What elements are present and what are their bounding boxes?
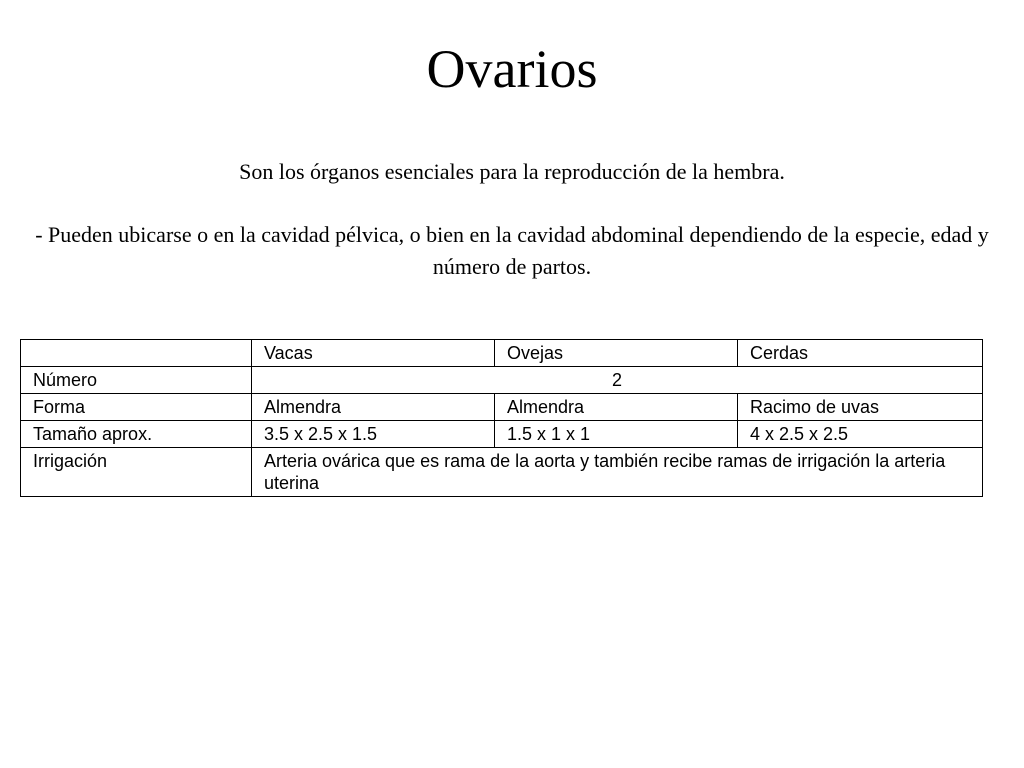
row-label-numero: Número (21, 367, 252, 394)
numero-value: 2 (252, 367, 983, 394)
irrigacion-value: Arteria ovárica que es rama de la aorta y también recibe ramas de irrigación la arteria uterina (252, 448, 983, 497)
ovary-comparison-table (20, 339, 983, 497)
row-label-forma: Forma (21, 394, 252, 421)
tamano-cerdas: 4 x 2.5 x 2.5 (738, 421, 983, 448)
intro-text: Son los órganos esenciales para la reproducción de la hembra. (239, 159, 785, 184)
header-cell-cerdas: Cerdas (738, 340, 983, 367)
forma-ovejas: Almendra (495, 394, 738, 421)
tamano-ovejas: 1.5 x 1 x 1 (495, 421, 738, 448)
header-cell-ovejas: Ovejas (495, 340, 738, 367)
table-row-forma (21, 394, 983, 421)
row-label-irrigacion: Irrigación (21, 448, 252, 497)
table-row-irrigacion (21, 448, 983, 497)
table-row-tamano (21, 421, 983, 448)
header-cell-vacas: Vacas (252, 340, 495, 367)
detail-text: - Pueden ubicarse o en la cavidad pélvica, o bien en la cavidad abdominal dependiendo de la especie, edad y número de partos. (35, 222, 989, 279)
header-cell-empty (21, 340, 252, 367)
forma-vacas: Almendra (252, 394, 495, 421)
tamano-vacas: 3.5 x 2.5 x 1.5 (252, 421, 495, 448)
slide-title: Ovarios (426, 39, 598, 99)
table-header-row (21, 340, 983, 367)
table-row-numero (21, 367, 983, 394)
forma-cerdas: Racimo de uvas (738, 394, 983, 421)
row-label-tamano: Tamaño aprox. (21, 421, 252, 448)
